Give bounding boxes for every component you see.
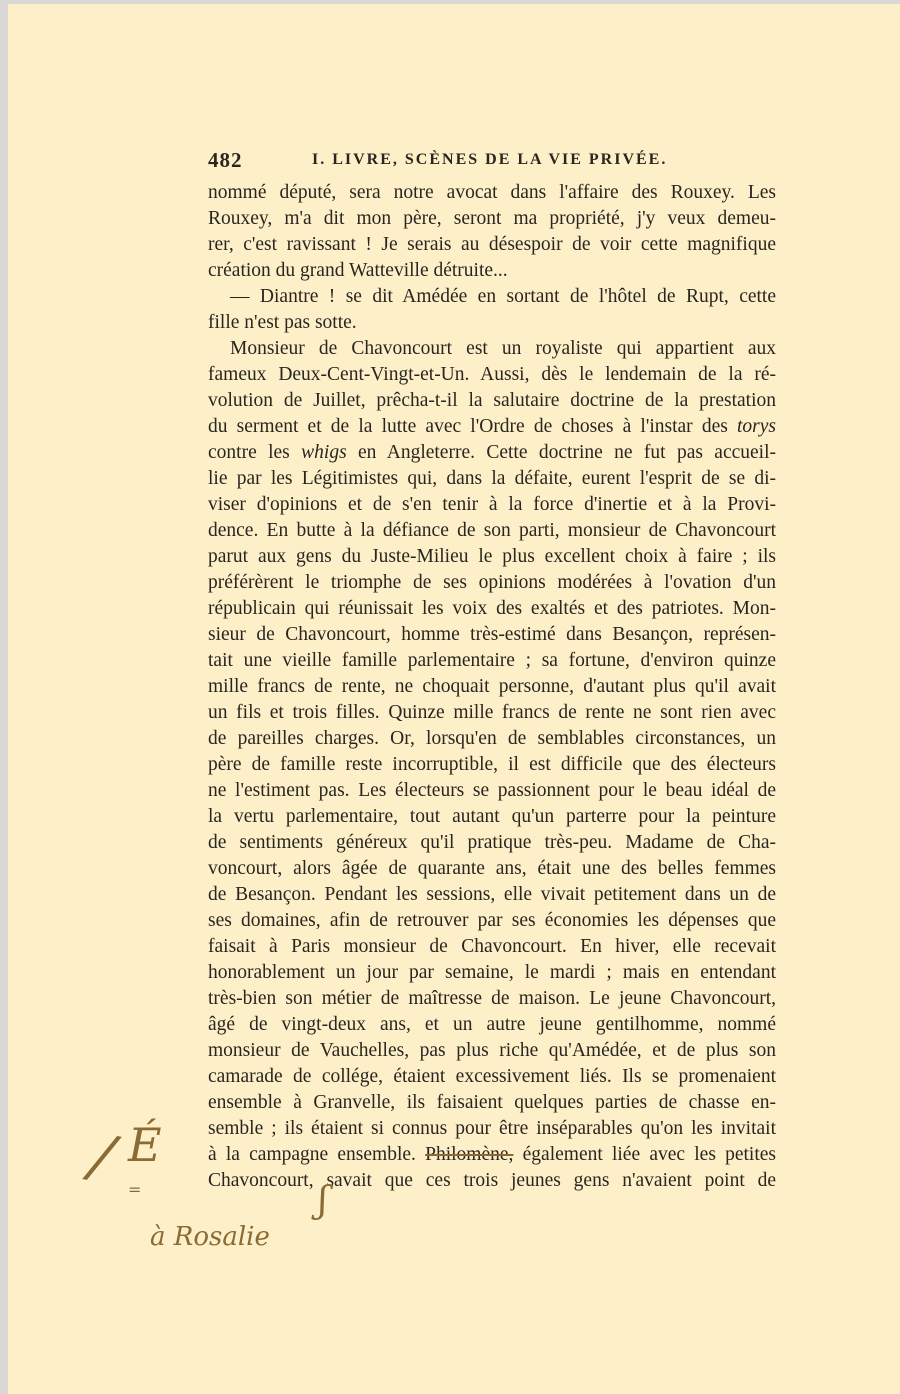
margin-letter-annotation: É — [128, 1118, 162, 1172]
text-line: dence. En butte à la défiance de son parti, monsieur de Chavoncourt — [208, 520, 776, 541]
text-line: de sentiments généreux qu'il pratique très-peu. Madame de Cha- — [208, 832, 776, 853]
text-line: préférèrent le triomphe de ses opinions modérées à l'ovation d'un — [208, 572, 776, 593]
italic-word: torys — [737, 416, 777, 437]
text-line: de pareilles charges. Or, lorsqu'en de semblables circonstances, un — [208, 728, 776, 749]
text-line: ne l'estiment pas. Les électeurs se passionnent pour le beau idéal de — [208, 780, 776, 801]
text-line: Monsieur de Chavoncourt est un royaliste qui appartient aux — [230, 338, 776, 359]
text-span: contre les — [208, 442, 290, 463]
text-span: en Angleterre. Cette doctrine ne fut pas accueil- — [358, 442, 777, 463]
text-line: camarade de collége, étaient excessivement liés. Ils se promenaient — [208, 1066, 776, 1087]
text-line: Rouxey, m'a dit mon père, seront ma propriété, j'y veux demeu- — [208, 208, 776, 229]
text-line: ses domaines, afin de retrouver par ses économies les dépenses que — [208, 910, 776, 931]
running-title: I. LIVRE, SCÈNES DE LA VIE PRIVÉE. — [312, 151, 668, 168]
text-line: père de famille reste incorruptible, il est difficile que des électeurs — [208, 754, 776, 775]
text-line: mille francs de rente, ne choquait personne, d'autant plus qu'il avait — [208, 676, 776, 697]
text-line: fameux Deux-Cent-Vingt-et-Un. Aussi, dès le lendemain de la ré- — [208, 364, 776, 385]
text-line: honorablement un jour par semaine, le mardi ; mais en entendant — [208, 962, 776, 983]
text-line: création du grand Watteville détruite... — [208, 260, 508, 281]
text-line: volution de Juillet, prêcha-t-il la salutaire doctrine de la prestation — [208, 390, 776, 411]
text-line: Chavoncourt, savait que ces trois jeunes gens n'avaient point de — [208, 1170, 776, 1191]
text-line: la vertu parlementaire, tout autant qu'un parterre pour la peinture — [208, 806, 776, 827]
text-span: également liée avec les petites — [522, 1144, 777, 1165]
text-line — [208, 440, 776, 466]
text-line: très-bien son métier de maîtresse de maison. Le jeune Chavoncourt, — [208, 988, 776, 1009]
struck-word: Philomène, — [425, 1144, 514, 1165]
text-line: monsieur de Vauchelles, pas plus riche qu'Amédée, et de plus son — [208, 1040, 776, 1061]
text-span: à la campagne ensemble. — [208, 1144, 416, 1165]
italic-word: whigs — [301, 442, 347, 463]
text-line: rer, c'est ravissant ! Je serais au désespoir de voir cette magnifique — [208, 234, 776, 255]
text-line — [208, 414, 776, 440]
text-line: voncourt, alors âgée de quarante ans, était une des belles femmes — [208, 858, 776, 879]
text-line: — Diantre ! se dit Amédée en sortant de l'hôtel de Rupt, cette — [230, 286, 776, 307]
margin-mark-annotation: = — [128, 1180, 142, 1199]
text-line: viser d'opinions et de s'en tenir à la force d'inertie et à la Provi- — [208, 494, 776, 515]
text-line: tait une vieille famille parlementaire ; sa fortune, d'environ quinze — [208, 650, 776, 671]
text-span: du serment et de la lutte avec l'Ordre de choses à l'instar des — [208, 416, 728, 437]
text-line: âgé de vingt-deux ans, et un autre jeune gentilhomme, nommé — [208, 1014, 776, 1035]
text-line: faisait à Paris monsieur de Chavoncourt. En hiver, elle recevait — [208, 936, 776, 957]
page-number: 482 — [208, 148, 243, 172]
text-line: sieur de Chavoncourt, homme très-estimé dans Besançon, représen- — [208, 624, 776, 645]
margin-name-annotation: à Rosalie — [150, 1222, 270, 1252]
text-line: de Besançon. Pendant les sessions, elle vivait petitement dans un de — [208, 884, 776, 905]
text-line: semble ; ils étaient si connus pour être inséparables qu'on les invitait — [208, 1118, 776, 1139]
text-line: nommé député, sera notre avocat dans l'affaire des Rouxey. Les — [208, 182, 776, 203]
page-header — [208, 148, 678, 174]
text-line: un fils et trois filles. Quinze mille francs de rente ne sont rien avec — [208, 702, 776, 723]
text-line: ensemble à Granvelle, ils faisaient quelques parties de chasse en- — [208, 1092, 776, 1113]
margin-slash-annotation: / — [84, 1120, 120, 1194]
text-line: lie par les Légitimistes qui, dans la défaite, eurent l'esprit de se di- — [208, 468, 776, 489]
text-line — [208, 1142, 776, 1168]
body-text — [208, 180, 776, 1194]
text-line: républicain qui réunissait les voix des exaltés et des patriotes. Mon- — [208, 598, 776, 619]
text-line: parut aux gens du Juste-Milieu le plus excellent choix à faire ; ils — [208, 546, 776, 567]
insertion-mark-annotation: ʃ — [318, 1180, 328, 1221]
text-line: fille n'est pas sotte. — [208, 312, 357, 333]
